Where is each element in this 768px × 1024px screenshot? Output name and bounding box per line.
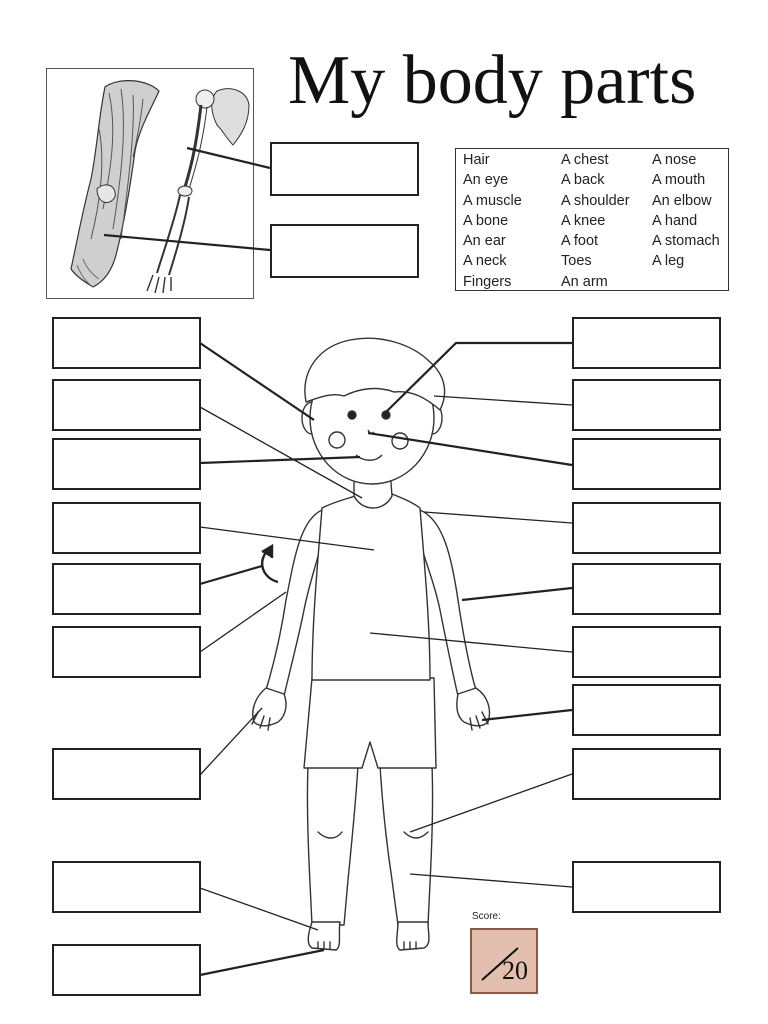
muscle-arm-drawing [71, 81, 159, 287]
neck [354, 470, 392, 508]
answer-box-left-6[interactable] [52, 626, 201, 678]
answer-box-bone[interactable] [270, 224, 419, 278]
right-hand [457, 688, 490, 726]
head [310, 352, 434, 484]
elbow-arrow [262, 546, 278, 582]
word-bank-item: A neck [463, 253, 507, 270]
answer-box-left-2[interactable] [52, 379, 201, 431]
word-bank-item: Toes [561, 253, 592, 270]
answer-box-left-5[interactable] [52, 563, 201, 615]
word-bank-item: Fingers [463, 273, 512, 290]
score-label: Score: [472, 911, 501, 922]
torso-vest [312, 494, 430, 680]
bone-arm-drawing [147, 89, 249, 293]
word-bank [455, 148, 729, 291]
arm-anatomy-illustration [47, 69, 254, 299]
answer-box-left-9[interactable] [52, 944, 201, 996]
answer-box-right-5[interactable] [572, 563, 721, 615]
right-leg [380, 765, 433, 925]
word-bank-item: An eye [463, 172, 509, 189]
answer-box-right-4[interactable] [572, 502, 721, 554]
answer-box-left-3[interactable] [52, 438, 201, 490]
answer-box-right-7[interactable] [572, 684, 721, 736]
word-bank-item: A nose [652, 152, 697, 168]
word-bank-item: A hand [652, 212, 698, 229]
left-arm [266, 510, 322, 696]
left-leg [307, 765, 358, 925]
word-bank-item: A chest [561, 152, 609, 168]
nose [368, 430, 374, 433]
left-hand [253, 688, 286, 726]
word-bank-item: An ear [463, 233, 506, 250]
answer-box-left-7[interactable] [52, 748, 201, 800]
left-ear [302, 402, 322, 434]
answer-box-muscle[interactable] [270, 142, 419, 196]
answer-box-left-8[interactable] [52, 861, 201, 913]
word-bank-column-1 [463, 150, 522, 292]
right-foot [397, 922, 429, 950]
left-eye [348, 411, 356, 419]
left-foot [308, 922, 340, 950]
word-bank-item: An arm [561, 273, 608, 290]
word-bank-item: A muscle [463, 192, 522, 209]
answer-box-right-8[interactable] [572, 748, 721, 800]
answer-box-right-6[interactable] [572, 626, 721, 678]
answer-box-left-4[interactable] [52, 502, 201, 554]
right-eye [382, 411, 390, 419]
left-cheek [329, 432, 345, 448]
answer-box-right-1[interactable] [572, 317, 721, 369]
word-bank-item: A knee [561, 212, 606, 229]
word-bank-item: A shoulder [561, 192, 630, 209]
right-cheek [392, 433, 408, 449]
arm-illustration-panel [46, 68, 254, 299]
answer-box-right-3[interactable] [572, 438, 721, 490]
word-bank-item: A leg [652, 253, 685, 270]
word-bank-item: Hair [463, 152, 490, 168]
score-total: 20 [502, 956, 528, 985]
answer-box-left-1[interactable] [52, 317, 201, 369]
answer-box-right-9[interactable] [572, 861, 721, 913]
hair [305, 338, 445, 410]
word-bank-item: A back [561, 172, 605, 189]
word-bank-item: A mouth [652, 172, 706, 189]
word-bank-item: A stomach [652, 233, 720, 250]
word-bank-column-2 [561, 150, 630, 292]
mouth [356, 455, 382, 460]
answer-box-right-2[interactable] [572, 379, 721, 431]
word-bank-item: A bone [463, 212, 509, 229]
page-title: My body parts [288, 42, 697, 119]
right-arm [420, 510, 476, 696]
shorts [304, 678, 436, 768]
word-bank-item: An elbow [652, 192, 712, 209]
word-bank-column-3 [652, 150, 720, 272]
right-ear [422, 402, 442, 434]
word-bank-item: A foot [561, 233, 599, 250]
